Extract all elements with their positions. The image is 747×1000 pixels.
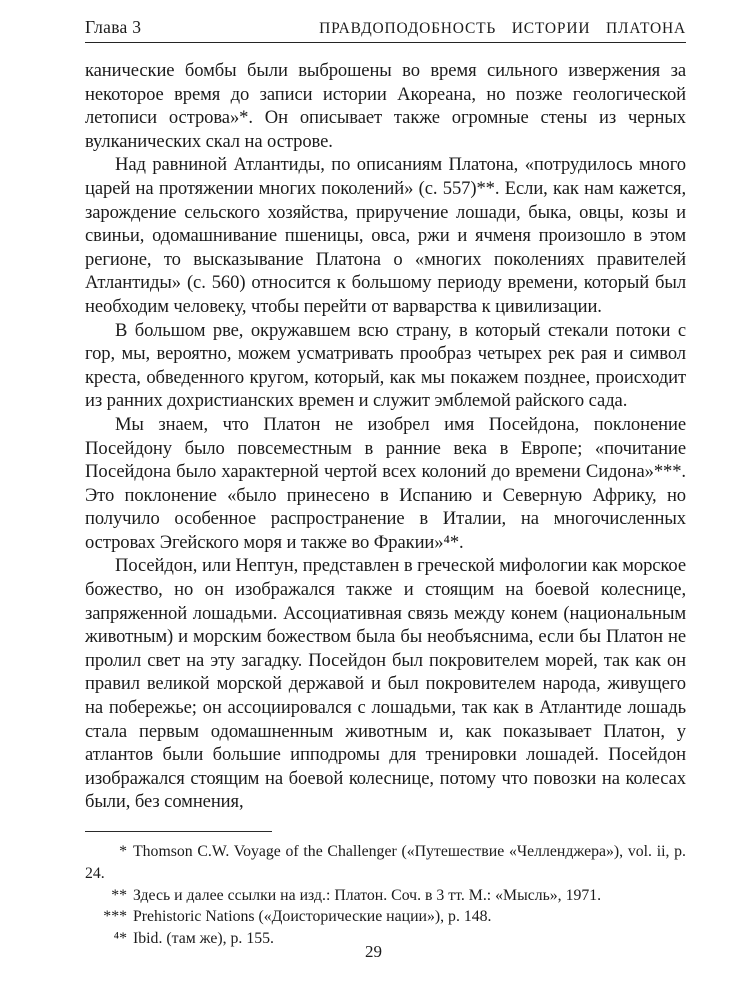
running-header bbox=[85, 17, 686, 38]
running-title: ПРАВДОПОДОБНОСТЬ ИСТОРИИ ПЛАТОНА bbox=[319, 20, 686, 37]
paragraph-3: В большом рве, окружавшем всю страну, в который стекали потоки с гор, мы, вероятно, можем усматривать прообраз четырех рек рая и символ креста, обведенного кругом, который, как мы покажем позднее, происходит из ранних дохристианских времен и служит эмблемой райского сада. bbox=[85, 319, 686, 412]
paragraph-1: канические бомбы были выброшены во время сильного извержения за некоторое время до записи истории Акореана, но позже геологической летописи острова»*. Он описывает также огромные стены из черных вулканических скал на острове. bbox=[85, 60, 686, 152]
footnote-marker: ** bbox=[111, 886, 127, 904]
footnote-2 bbox=[85, 885, 686, 907]
footnote-text: Ibid. (там же), p. 155. bbox=[133, 930, 274, 948]
paragraph-4: Мы знаем, что Платон не изобрел имя Посейдона, поклонение Посейдону было повсеместным в ранние века в Европе; «почитание Посейдона было характерной чертой всех колоний до времени Сидона»***. Это поклонение «было принесено в Испанию и Северную Африку, но получило особенное распространение в Италии, на многочисленных островах Эгейского моря и также во Фракии»⁴*. bbox=[85, 413, 686, 553]
header-rule bbox=[85, 42, 686, 43]
footnote-1 bbox=[85, 841, 686, 885]
footnote-marker: *** bbox=[103, 908, 127, 926]
footnote-text: Здесь и далее ссылки на изд.: Платон. Соч. в 3 тт. М.: «Мысль», 1971. bbox=[133, 886, 602, 904]
body-text bbox=[85, 59, 686, 814]
footnote-marker: * bbox=[119, 843, 127, 860]
chapter-label: Глава 3 bbox=[85, 17, 142, 37]
paragraph-5: Посейдон, или Нептун, представлен в греческой мифологии как морское божество, но он изображался также и стоящим на боевой колеснице, запряженной лошадьми. Ассоциативная связь между конем (национальным животным) и морским божеством была бы необъяснима, если бы Платон не пролил свет на эту загадку. Посейдон был покровителем морей, так как он правил великой морской державой и был покровителем народа, живущего на побережье; он ассоциировался с лошадьми, так как в Атлантиде лошадь стала первым одомашненным животным и, как показывает Платон, у атлантов были большие ипподромы для тренировки лошадей. Посейдон изображался стоящим на боевой колеснице, потому что повозки на колесах были, без сомнения, bbox=[85, 555, 686, 813]
paragraph-2: Над равниной Атлантиды, по описаниям Платона, «потрудилось много царей на протяжении многих поколений» (с. 557)**. Если, как нам кажется, зарождение сельского хозяйства, приручение лошади, быка, овцы, козы и свиньи, одомашнивание пшеницы, овса, ржи и ячменя произошло в этом регионе, то высказывание Платона о «многих поколениях правителей Атлантиды» (с. 560) относится к большому периоду времени, который был необходим человеку, чтобы перейти от варварства к цивилизации. bbox=[85, 154, 686, 317]
footnote-text: Prehistoric Nations («Доисторические нации»), p. 148. bbox=[133, 908, 492, 926]
footnote-marker: ⁴* bbox=[113, 930, 127, 948]
footnote-separator bbox=[85, 831, 272, 832]
footnote-3 bbox=[85, 906, 686, 928]
footnotes-section bbox=[85, 831, 686, 950]
footnote-text: Thomson C.W. Voyage of the Challenger («Путешествие «Челленджера»), vol. ii, p. 24. bbox=[85, 843, 686, 882]
page-number: 29 bbox=[365, 942, 382, 961]
